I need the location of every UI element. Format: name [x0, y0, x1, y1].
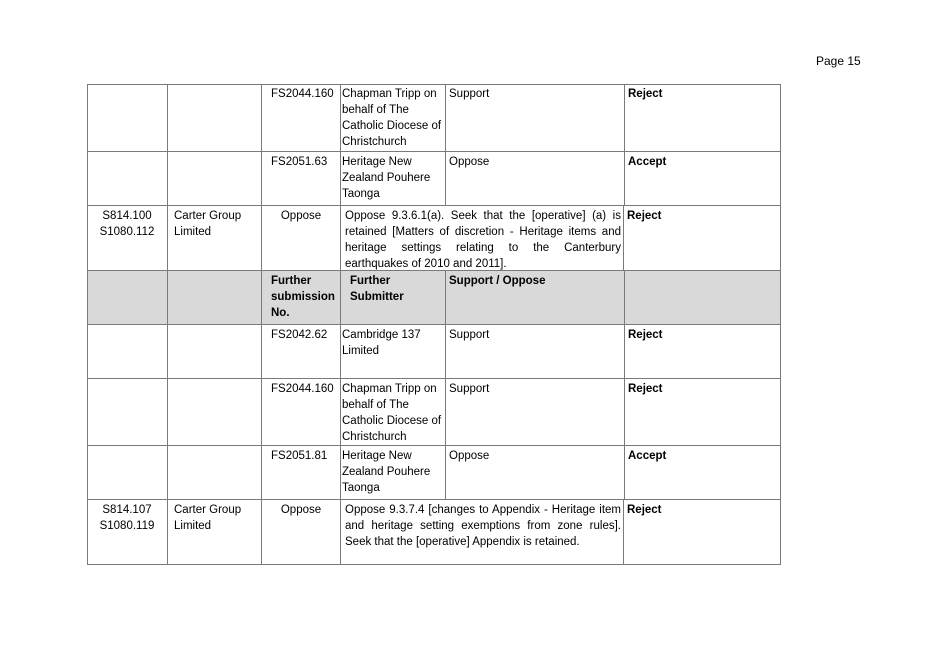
decision: Reject — [624, 379, 781, 445]
header-blank-cell — [87, 271, 167, 324]
decision: Reject — [623, 500, 781, 565]
table-row — [87, 445, 781, 499]
support-oppose: Support — [445, 84, 624, 151]
support-oppose: Support — [445, 379, 624, 445]
submission-no-cell — [87, 325, 167, 378]
further-submission-no: FS2051.81 — [261, 446, 340, 499]
support-oppose: Oppose — [445, 446, 624, 499]
further-submission-no: FS2044.160 — [261, 84, 340, 151]
decision: Accept — [624, 152, 781, 205]
submitter-cell — [167, 84, 261, 151]
table-header-row — [87, 270, 781, 324]
header-blank-cell — [624, 271, 781, 324]
header-support-oppose: Support / Oppose — [445, 271, 624, 324]
further-submission-no: FS2042.62 — [261, 325, 340, 378]
table-row — [87, 84, 781, 151]
decision: Accept — [624, 446, 781, 499]
further-submitter: Heritage New Zealand Pouhere Taonga — [340, 446, 445, 499]
header-further-submission-no: Further submission No. — [261, 271, 340, 324]
submission-no: S814.100 S1080.112 — [99, 210, 155, 238]
submission-no-cell — [87, 152, 167, 205]
further-submission-no: FS2051.63 — [261, 152, 340, 205]
submitter-cell — [167, 325, 261, 378]
submission-no-cell — [87, 379, 167, 445]
table-row — [87, 378, 781, 445]
further-submitter: Chapman Tripp on behalf of The Catholic Diocese of Christchurch — [340, 379, 445, 445]
support-oppose: Support — [445, 325, 624, 378]
submitter-cell — [167, 152, 261, 205]
table-row — [87, 324, 781, 378]
table-row — [87, 151, 781, 205]
support-oppose: Oppose — [445, 152, 624, 205]
further-submitter: Chapman Tripp on behalf of The Catholic Diocese of Christchurch — [340, 84, 445, 151]
submitter-name: Carter Group Limited — [167, 206, 261, 270]
submitter-name: Carter Group Limited — [167, 500, 261, 565]
further-submission-no: FS2044.160 — [261, 379, 340, 445]
submitter-cell — [167, 379, 261, 445]
submitter-cell — [167, 446, 261, 499]
further-submitter: Cambridge 137 Limited — [340, 325, 445, 378]
submission-no-cell — [87, 446, 167, 499]
position: Oppose — [261, 500, 340, 565]
further-submitter: Heritage New Zealand Pouhere Taonga — [340, 152, 445, 205]
header-blank-cell — [167, 271, 261, 324]
table-row — [87, 499, 781, 565]
decision: Reject — [623, 206, 781, 270]
submission-summary: Oppose 9.3.6.1(a). Seek that the [operative] (a) is retained [Matters of discretion - Heritage items and heritage settings relating to the Canterbury earthquakes of 2010 and 2011]. — [340, 206, 624, 270]
decision: Reject — [624, 84, 781, 151]
decision: Reject — [624, 325, 781, 378]
submission-summary: Oppose 9.3.7.4 [changes to Appendix - Heritage item and heritage setting exemptions from zone rules]. Seek that the [operative] Appendix is retained. — [340, 500, 624, 565]
position: Oppose — [261, 206, 340, 270]
submission-no-cell — [87, 84, 167, 151]
table-row — [87, 205, 781, 270]
header-further-submitter: Further Submitter — [340, 271, 445, 324]
submission-no: S814.107 S1080.119 — [99, 504, 155, 532]
page-number: Page 15 — [816, 54, 861, 68]
